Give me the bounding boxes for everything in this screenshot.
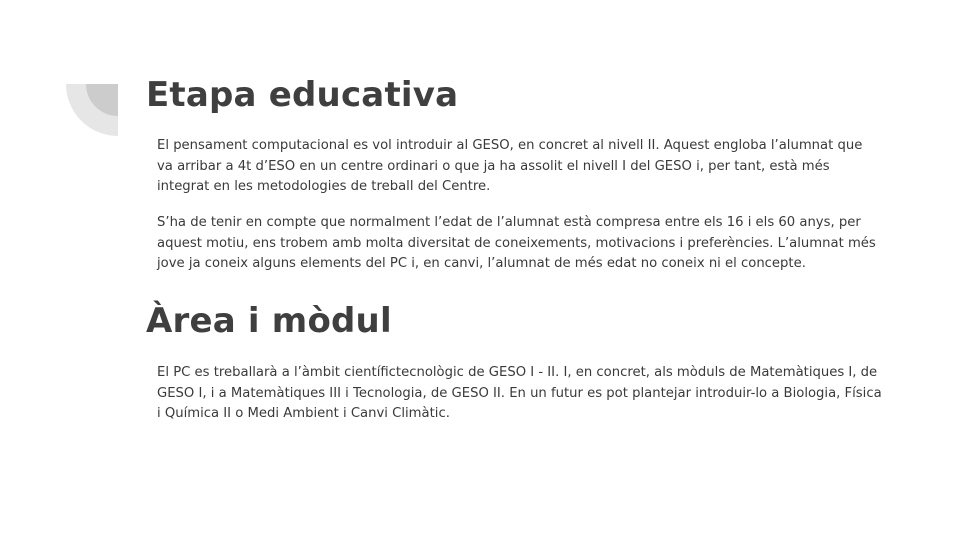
section-title-area-modul: Àrea i mòdul [146, 301, 392, 341]
section-title-etapa-educativa: Etapa educativa [146, 75, 459, 115]
paragraph-area-1: El PC es treballarà a l’àmbit científictecnològic de GESO I - II. I, en concret, als mòduls de Matemàtiques I, de GESO I, i a Matemàtiques III i Tecnologia, de GESO II. En un futur es pot plantejar introduir-lo a Biologia, Física i Química II o Medi Ambient i Canvi Climàtic. [157, 365, 882, 421]
quarter-circle-decoration [66, 84, 118, 136]
paragraph-etapa-1: El pensament computacional es vol introduir al GESO, en concret al nivell II. Aquest engloba l’alumnat que va arribar a 4t d’ESO en un centre ordinari o que ja ha assolit el nivell I del GESO i, per tant, està més integrat en les metodologies de treball del Centre. [157, 138, 863, 194]
paragraph-etapa-2: S’ha de tenir en compte que normalment l’edat de l’alumnat està compresa entre els 16 i els 60 anys, per aquest motiu, ens trobem amb molta diversitat de coneixements, motivacions i preferències. L’alumnat més jove ja coneix alguns elements del PC i, en canvi, l’alumnat de més edat no coneix ni el concepte. [157, 215, 876, 271]
